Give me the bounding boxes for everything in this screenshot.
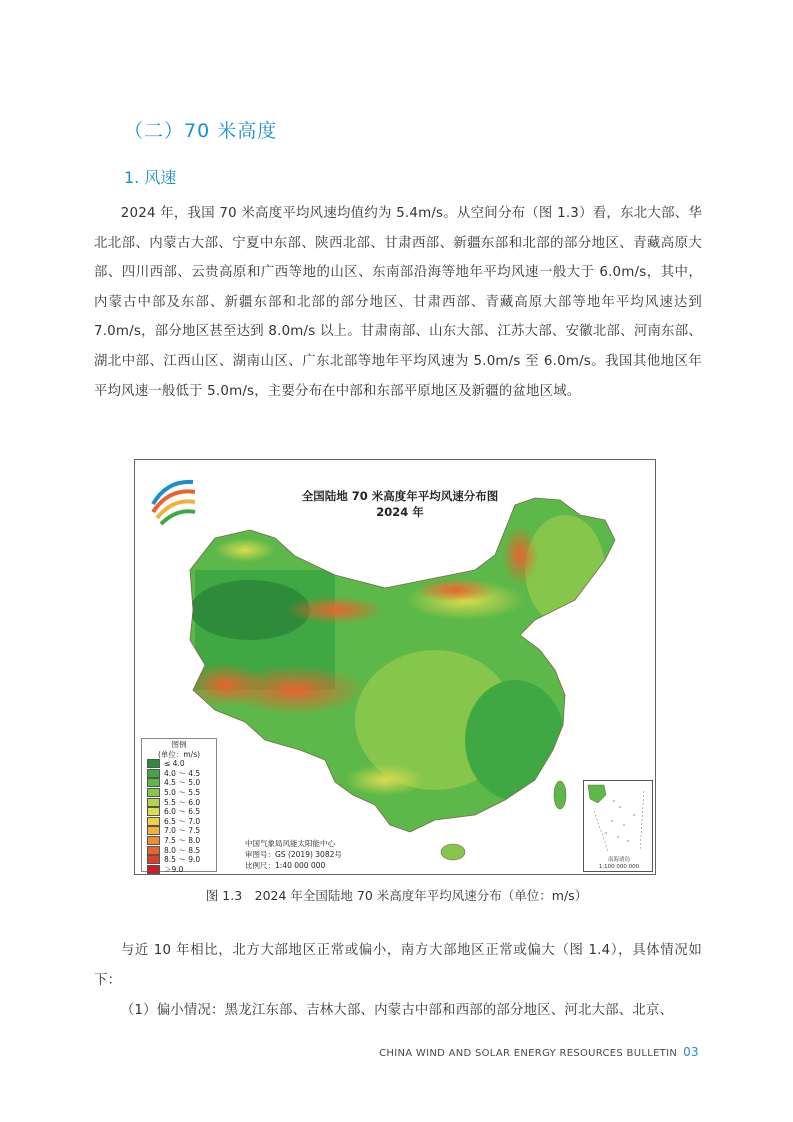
paragraph-below-normal: （1）偏小情况：黑龙江东部、吉林大部、内蒙古中部和西部的部分地区、河北大部、北京、 bbox=[120, 1003, 674, 1018]
map-legend bbox=[141, 738, 217, 872]
legend-swatch bbox=[147, 826, 160, 835]
page-footer bbox=[379, 1045, 699, 1059]
taiwan-island bbox=[554, 781, 566, 809]
inset-label-south-china-sea: 南海诸岛 bbox=[607, 857, 630, 863]
map-title: 全国陆地 70 米高度年平均风速分布图 2024 年 bbox=[301, 489, 499, 519]
legend-label: ＞9.0 bbox=[164, 864, 184, 874]
legend-label: 5.5 ～ 6.0 bbox=[164, 797, 201, 807]
legend-label: 4.5 ～ 5.0 bbox=[164, 778, 201, 788]
paragraph-wind-speed: 2024 年，我国 70 米高度平均风速均值约为 5.4m/s。从空间分布（图 1.3）看，东北大部、华北北部、内蒙古大部、宁夏中东部、陕西北部、甘肃西部、新疆东部和北部的部分地区、青藏高原大部、四川西部、云贵高原和广西等地的山区、东南部沿海等地年平均风速一般大于 6.0m/s，其中，内蒙古中部及东部、新疆东部和北部的部分地区、甘肃西部、青藏高原大部等地年平均风速达到 7.0m/s，部分地区甚至达到 8.0m/s 以上。甘肃南部、山东大部、江苏大部、安徽北部、河南东部、湖北中部、江西山区、湖南山区、广东北部等地年平均风速为 5.0m/s 至 6.0m/s。我国其他地区年平均风速一般低于 5.0m/s，主要分布在中部和东部平原地区及新疆的盆地区域。 bbox=[94, 206, 702, 399]
legend-label: 6.0 ～ 6.5 bbox=[164, 807, 201, 817]
legend-swatch bbox=[147, 865, 160, 874]
legend-label: 8.5 ～ 9.0 bbox=[164, 855, 201, 865]
legend-swatch bbox=[147, 798, 160, 807]
section-heading: （二）70 米高度 bbox=[124, 120, 278, 142]
legend-label: ≤ 4.0 bbox=[164, 759, 185, 769]
legend-swatch bbox=[147, 788, 160, 797]
legend-item bbox=[142, 865, 216, 875]
legend-label: 7.5 ～ 8.0 bbox=[164, 836, 201, 846]
legend-label: 8.0 ～ 8.5 bbox=[164, 845, 201, 855]
legend-label: 4.0 ～ 4.5 bbox=[164, 768, 201, 778]
south-china-sea-inset bbox=[583, 780, 653, 872]
map-credits: 中国气象局风能太阳能中心 审图号：GS (2019) 3082号 比例尺：1:40 000 000 bbox=[245, 839, 342, 870]
legend-swatch bbox=[147, 807, 160, 816]
inset-scale: 1:100 000 000 bbox=[598, 863, 640, 870]
legend-unit: (单位：m/s) bbox=[157, 750, 201, 759]
legend-label: 7.0 ～ 7.5 bbox=[164, 826, 201, 836]
legend-swatch bbox=[147, 855, 160, 864]
legend-swatch bbox=[147, 836, 160, 845]
wind-speed-map-figure bbox=[134, 459, 656, 875]
paragraph-comparison: 与近 10 年相比，北方大部地区正常或偏小，南方大部地区正常或偏大（图 1.4），具体情况如下： bbox=[94, 943, 702, 988]
legend-swatch bbox=[147, 769, 160, 778]
legend-swatch bbox=[147, 817, 160, 826]
footer-publication-title: CHINA WIND AND SOLAR ENERGY RESOURCES BULLETIN bbox=[379, 1048, 678, 1059]
legend-swatch bbox=[147, 759, 160, 768]
figure-caption: 图 1.3 2024 年全国陆地 70 米高度年平均风速分布（单位：m/s） bbox=[205, 888, 588, 903]
legend-swatch bbox=[147, 846, 160, 855]
subsection-heading: 1. 风速 bbox=[124, 168, 177, 187]
legend-label: 6.5 ～ 7.0 bbox=[164, 816, 201, 826]
inset-map bbox=[584, 781, 652, 856]
legend-title: 图例 bbox=[171, 740, 187, 749]
legend-swatch bbox=[147, 778, 160, 787]
hainan-island bbox=[441, 844, 465, 860]
page-number: 03 bbox=[683, 1045, 699, 1059]
legend-label: 5.0 ～ 5.5 bbox=[164, 788, 201, 798]
